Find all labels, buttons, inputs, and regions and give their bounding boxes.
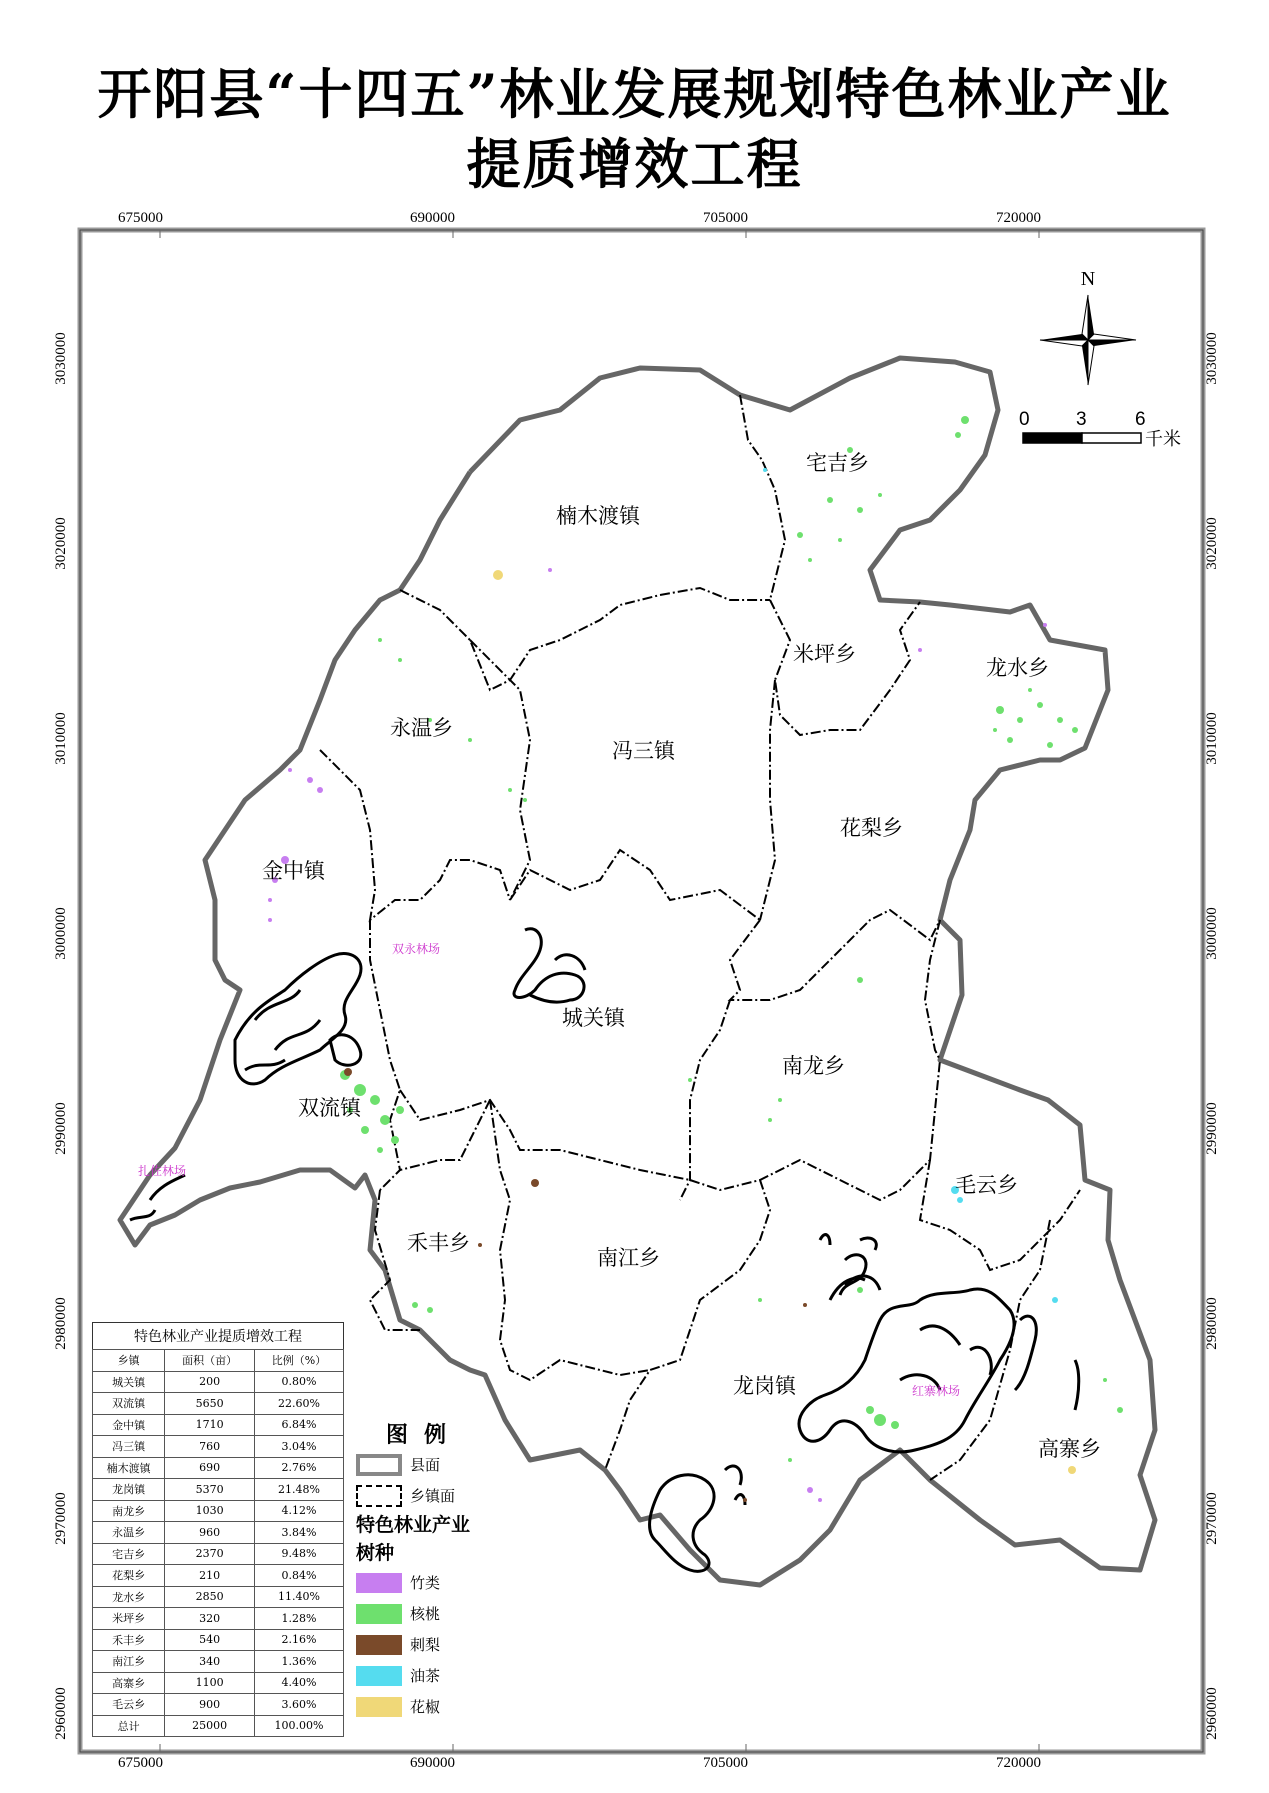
legend-row-species [356,1629,526,1660]
north-arrow[interactable] [1040,268,1136,385]
table-row [93,1651,344,1673]
y-label-right-3: 3000000 [1203,907,1220,960]
table-row [93,1715,344,1737]
table-row [93,1457,344,1479]
cell-ratio: 11.40% [255,1586,344,1608]
map-title-line1: 开阳县“十四五”林业发展规划特色林业产业 [97,62,1172,126]
legend-label-county: 县面 [410,1456,441,1474]
cell-area: 2370 [165,1543,255,1565]
legend-row-county [356,1449,526,1480]
township-label[interactable]: 毛云乡 [955,1173,1018,1197]
cell-area: 1100 [165,1672,255,1694]
cell-township: 永温乡 [93,1522,165,1544]
legend-label-species: 花椒 [410,1698,441,1716]
legend-label-species: 刺梨 [410,1636,441,1654]
table-row [93,1436,344,1458]
table-row [93,1500,344,1522]
y-label-right-7: 2960000 [1203,1687,1220,1740]
cell-township: 米坪乡 [93,1608,165,1630]
cell-township: 宅吉乡 [93,1543,165,1565]
cell-area: 540 [165,1629,255,1651]
x-label-top-0: 675000 [118,210,163,226]
y-label-right-5: 2980000 [1203,1297,1220,1350]
cell-ratio: 4.40% [255,1672,344,1694]
y-label-right-4: 2990000 [1203,1102,1220,1155]
north-arrow-w-dark [1040,334,1088,340]
cell-ratio: 9.48% [255,1543,344,1565]
table-row [93,1522,344,1544]
cell-ratio: 3.84% [255,1522,344,1544]
cell-township: 龙水乡 [93,1586,165,1608]
stats-table-body [93,1371,344,1737]
x-label-top-2: 705000 [703,210,748,226]
cell-area: 2850 [165,1586,255,1608]
legend-subtitle2: 树种 [356,1542,395,1564]
y-label-left-2: 3010000 [52,712,69,765]
legend-subtitle1: 特色林业产业 [356,1514,471,1536]
cell-area: 320 [165,1608,255,1630]
legend-swatch-species [356,1697,402,1717]
township-label[interactable]: 高寨乡 [1038,1437,1101,1461]
township-label[interactable]: 龙水乡 [986,656,1049,680]
cell-ratio: 0.84% [255,1565,344,1587]
scale-unit: 千米 [1145,429,1181,450]
y-label-left-1: 3020000 [52,517,69,570]
cell-ratio: 4.12% [255,1500,344,1522]
cell-ratio: 0.80% [255,1371,344,1393]
north-arrow-e-light [1088,334,1136,340]
x-label-bottom-2: 705000 [703,1755,748,1771]
township-label[interactable]: 金中镇 [262,859,325,883]
stats-table-caption: 特色林业产业提质增效工程 [92,1322,344,1349]
township-label[interactable]: 龙岗镇 [733,1374,796,1398]
x-label-top-1: 690000 [410,210,455,226]
township-label[interactable]: 永温乡 [390,716,453,740]
township-label[interactable]: 楠木渡镇 [556,504,640,528]
cell-township: 禾丰乡 [93,1629,165,1651]
header-ratio: 比例（%） [255,1350,344,1372]
township-label[interactable]: 米坪乡 [793,642,856,666]
x-label-bottom-1: 690000 [410,1755,455,1771]
cell-ratio: 6.84% [255,1414,344,1436]
y-label-right-0: 3030000 [1203,332,1220,385]
north-arrow-e-dark [1088,340,1136,346]
table-row [93,1629,344,1651]
legend [356,1418,526,1722]
x-label-top-3: 720000 [996,210,1041,226]
north-arrow-w-light [1040,340,1088,346]
y-label-right-6: 2970000 [1203,1492,1220,1545]
legend-label-species: 竹类 [410,1574,441,1592]
cell-area: 1030 [165,1500,255,1522]
scale-tick-0: 0 [1019,409,1030,430]
north-arrow-n-dark [1088,295,1094,340]
y-label-left-7: 2960000 [52,1687,69,1740]
cell-ratio: 1.28% [255,1608,344,1630]
cell-township: 金中镇 [93,1414,165,1436]
cell-area: 5370 [165,1479,255,1501]
cell-township: 花梨乡 [93,1565,165,1587]
north-label: N [1080,268,1096,290]
y-label-right-1: 3020000 [1203,517,1220,570]
township-label[interactable]: 宅吉乡 [806,451,869,475]
township-label[interactable]: 禾丰乡 [407,1231,470,1255]
township-label[interactable]: 南江乡 [597,1246,660,1270]
cell-area: 25000 [165,1715,255,1737]
table-row [93,1479,344,1501]
y-label-left-6: 2970000 [52,1492,69,1545]
cell-area: 690 [165,1457,255,1479]
table-row [93,1586,344,1608]
cell-area: 210 [165,1565,255,1587]
cell-township: 冯三镇 [93,1436,165,1458]
cell-township: 南龙乡 [93,1500,165,1522]
legend-swatch-township [356,1485,402,1507]
legend-row-township [356,1480,526,1511]
x-label-bottom-0: 675000 [118,1755,163,1771]
cell-area: 340 [165,1651,255,1673]
table-row [93,1543,344,1565]
township-label[interactable]: 双流镇 [298,1096,361,1120]
cell-ratio: 3.04% [255,1436,344,1458]
header-area: 面积（亩） [165,1350,255,1372]
forest-farm-label[interactable]: 红寨林场 [912,1384,961,1398]
township-label[interactable]: 南龙乡 [782,1054,845,1078]
north-arrow-s-dark [1082,340,1088,385]
cell-area: 5650 [165,1393,255,1415]
cell-ratio: 1.36% [255,1651,344,1673]
legend-row-species [356,1691,526,1722]
cell-township: 高寨乡 [93,1672,165,1694]
legend-label-species: 核桃 [410,1605,441,1623]
scale-bar [1019,409,1181,450]
cell-ratio: 2.76% [255,1457,344,1479]
y-label-left-3: 3000000 [52,907,69,960]
cell-township: 总计 [93,1715,165,1737]
legend-title: 图例 [386,1422,463,1448]
table-row [93,1608,344,1630]
cell-ratio: 22.60% [255,1393,344,1415]
legend-items [356,1567,526,1722]
cell-area: 960 [165,1522,255,1544]
table-row [93,1371,344,1393]
legend-row-species [356,1660,526,1691]
legend-swatch-species [356,1635,402,1655]
forest-farm-label[interactable]: 扎佐林场 [138,1164,187,1178]
cell-ratio: 3.60% [255,1694,344,1716]
cell-township: 城关镇 [93,1371,165,1393]
legend-label-township: 乡镇面 [410,1487,456,1505]
table-row [93,1565,344,1587]
y-label-left-4: 2990000 [52,1102,69,1155]
table-row [93,1393,344,1415]
cell-area: 1710 [165,1414,255,1436]
cell-township: 双流镇 [93,1393,165,1415]
y-label-left-0: 3030000 [52,332,69,385]
legend-label-species: 油茶 [410,1667,441,1685]
cell-area: 760 [165,1436,255,1458]
north-arrow-n-light [1082,295,1088,340]
map-title-line2: 提质增效工程 [466,132,803,196]
cell-ratio: 21.48% [255,1479,344,1501]
township-label[interactable]: 城关镇 [562,1006,625,1030]
cell-area: 200 [165,1371,255,1393]
y-label-right-2: 3010000 [1203,712,1220,765]
north-arrow-s-light [1088,340,1094,385]
cell-township: 龙岗镇 [93,1479,165,1501]
cell-ratio: 100.00% [255,1715,344,1737]
legend-row-species [356,1567,526,1598]
forest-farm-label[interactable]: 双永林场 [392,942,441,956]
legend-swatch-species [356,1573,402,1593]
township-label[interactable]: 花梨乡 [840,816,903,840]
table-row [93,1694,344,1716]
stats-table-header-row [93,1350,344,1372]
y-label-left-5: 2980000 [52,1297,69,1350]
cell-area: 900 [165,1694,255,1716]
cell-township: 南江乡 [93,1651,165,1673]
cell-township: 楠木渡镇 [93,1457,165,1479]
cell-ratio: 2.16% [255,1629,344,1651]
legend-swatch-species [356,1604,402,1624]
table-row [93,1672,344,1694]
legend-row-species [356,1598,526,1629]
scale-tick-2: 6 [1135,409,1146,430]
x-label-bottom-3: 720000 [996,1755,1041,1771]
township-label[interactable]: 冯三镇 [612,739,675,763]
header-township: 乡镇 [93,1350,165,1372]
legend-swatch-county [356,1454,402,1476]
legend-swatch-species [356,1666,402,1686]
stats-table [92,1322,344,1737]
cell-township: 毛云乡 [93,1694,165,1716]
table-row [93,1414,344,1436]
scale-tick-1: 3 [1076,409,1087,430]
